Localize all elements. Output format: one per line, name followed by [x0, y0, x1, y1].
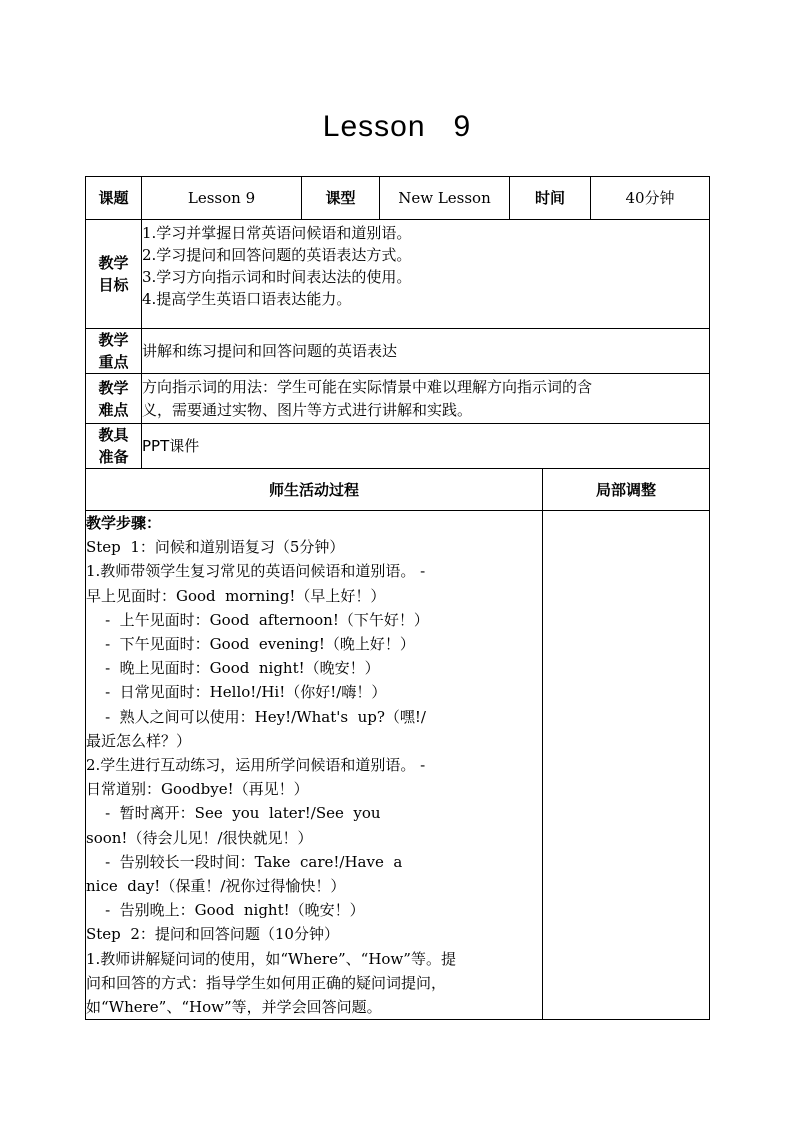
- objective-item: 4.提高学生英语口语表达能力。: [142, 290, 352, 308]
- step-line: - 熟人之间可以使用：Hey!/What's up?（嘿!/: [86, 707, 426, 726]
- objectives-row: [86, 220, 710, 329]
- key-points-label-line-2: 重点: [98, 353, 129, 371]
- process-steps: [86, 511, 543, 1020]
- materials-label: [86, 424, 142, 469]
- difficulties-row: [86, 374, 710, 424]
- difficulties-line: 义，需要通过实物、图片等方式进行讲解和实践。: [142, 400, 473, 419]
- objective-item: 2.学习提问和回答问题的英语表达方式。: [142, 246, 412, 264]
- type-value: New Lesson: [380, 177, 510, 220]
- objectives-label-line-1: 教学: [98, 254, 129, 272]
- step-line: nice day!（保重！/祝你过得愉快！）: [86, 877, 346, 896]
- process-header: 师生活动过程: [86, 469, 543, 511]
- lesson-plan-table: [85, 176, 710, 1020]
- step-line: - 告别较长一段时间：Take care!/Have a: [86, 852, 403, 871]
- difficulties-content: [142, 374, 710, 424]
- time-value: 40分钟: [591, 177, 710, 220]
- step-line: - 上午见面时：Good afternoon!（下午好！）: [86, 610, 429, 629]
- step-line: - 下午见面时：Good evening!（晚上好！）: [86, 635, 415, 654]
- key-points-row: [86, 329, 710, 374]
- step-line: 1.教师讲解疑问词的使用，如“Where”、“How”等。提: [86, 949, 456, 968]
- adjust-content: [543, 511, 710, 1020]
- process-header-row: [86, 469, 710, 511]
- difficulties-label-line-2: 难点: [98, 400, 129, 419]
- adjust-header: 局部调整: [543, 469, 710, 511]
- step-line: Step 1：问候和道别语复习（5分钟）: [86, 538, 345, 557]
- difficulties-label: [86, 374, 142, 424]
- key-points-content: 讲解和练习提问和回答问题的英语表达: [142, 329, 710, 374]
- step-line: 如“Where”、“How”等，并学会回答问题。: [86, 998, 382, 1017]
- process-body-row: [86, 511, 710, 1020]
- step-line: 2.学生进行互动练习，运用所学问候语和道别语。 -: [86, 756, 426, 775]
- key-points-label-line-1: 教学: [98, 331, 129, 349]
- objective-item: 1.学习并掌握日常英语问候语和道别语。: [142, 224, 412, 242]
- step-line: 最近怎么样？）: [86, 731, 192, 750]
- objectives-content: [142, 220, 710, 329]
- type-label: 课型: [302, 177, 380, 220]
- step-line: Step 2：提问和回答问题（10分钟）: [86, 925, 339, 944]
- steps-title: 教学步骤：: [86, 514, 162, 532]
- topic-value: Lesson 9: [142, 177, 302, 220]
- materials-row: [86, 424, 710, 469]
- materials-label-line-1: 教具: [98, 426, 129, 444]
- time-label: 时间: [510, 177, 591, 220]
- objectives-label: [86, 220, 142, 329]
- step-line: 问和回答的方式：指导学生如何用正确的疑问词提问，: [86, 973, 447, 992]
- step-line: - 告别晚上：Good night!（晚安！）: [86, 901, 365, 920]
- key-points-label: [86, 329, 142, 374]
- materials-label-line-2: 准备: [98, 448, 129, 466]
- objectives-label-line-2: 目标: [98, 276, 129, 294]
- step-line: 早上见面时：Good morning!（早上好！）: [86, 586, 386, 605]
- step-line: - 日常见面时：Hello!/Hi!（你好!/嗨！）: [86, 683, 387, 702]
- info-row: [86, 177, 710, 220]
- objective-item: 3.学习方向指示词和时间表达法的使用。: [142, 268, 412, 286]
- step-line: - 暂时离开：See you later!/See you: [86, 804, 381, 823]
- topic-label: 课题: [86, 177, 142, 220]
- difficulties-line: 方向指示词的用法：学生可能在实际情景中难以理解方向指示词的含: [142, 377, 593, 396]
- materials-content: PPT课件: [142, 424, 710, 469]
- step-line: - 晚上见面时：Good night!（晚安！）: [86, 659, 380, 678]
- difficulties-label-line-1: 教学: [98, 378, 129, 397]
- step-line: 日常道别：Goodbye!（再见！）: [86, 780, 309, 799]
- step-line: 1.教师带领学生复习常见的英语问候语和道别语。 -: [86, 562, 426, 581]
- page-title: Lesson 9: [322, 110, 472, 143]
- step-line: soon!（待会儿见！/很快就见！）: [86, 828, 313, 847]
